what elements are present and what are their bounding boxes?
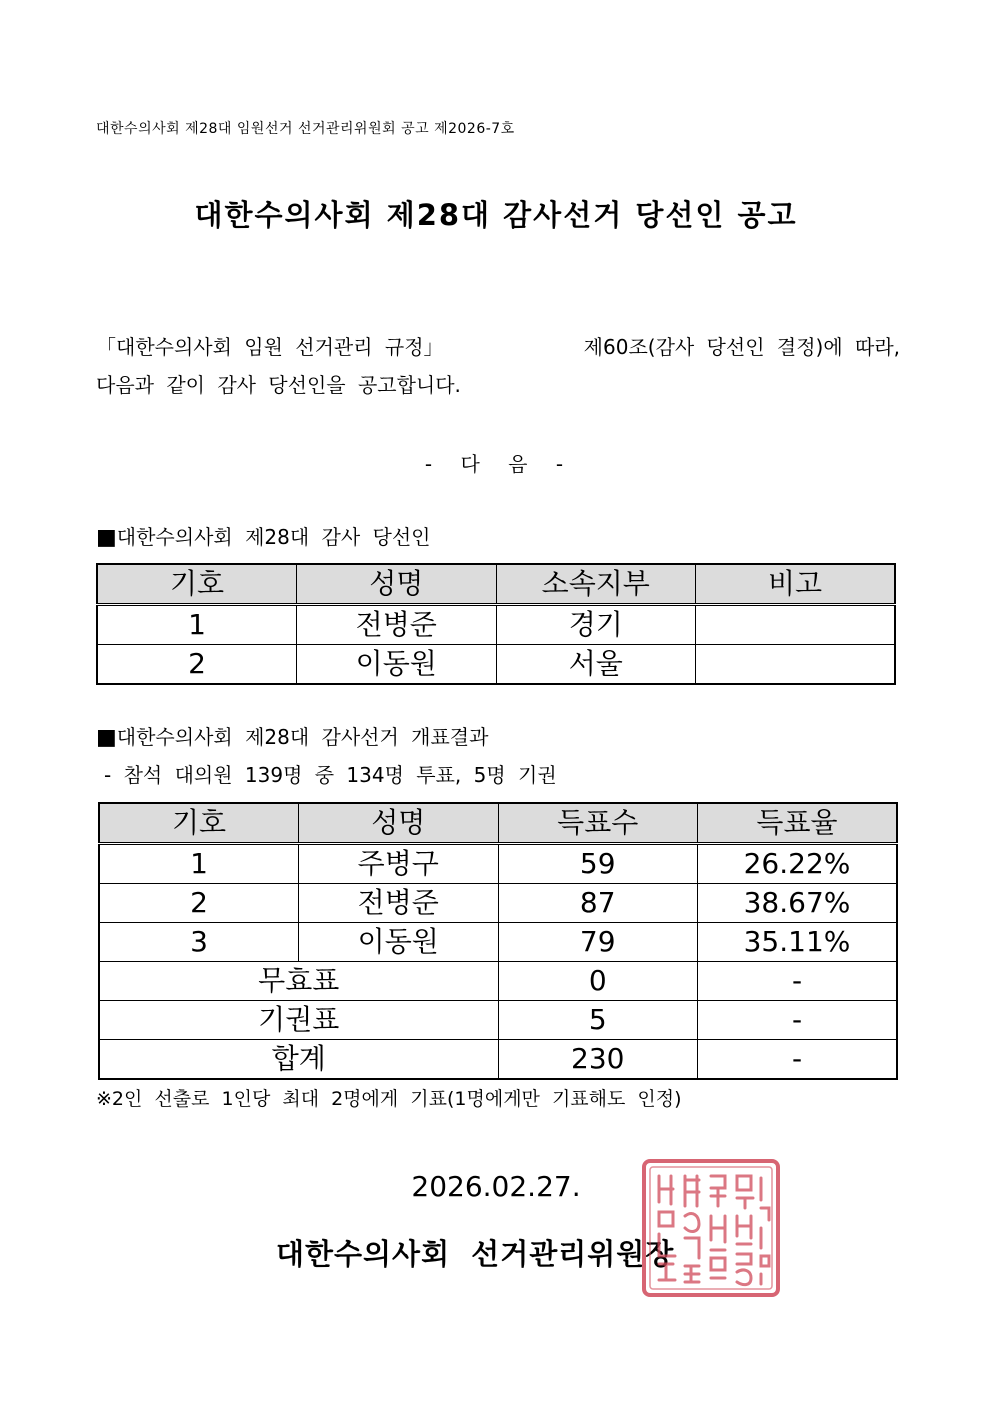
col-header-name: 성명 [299,803,499,844]
regulation-article: 제60조(감사 당선인 결정)에 따라, [583,335,900,359]
footnote: ※2인 선출로 1인당 최대 2명에게 기표(1명에게만 기표해도 인정) [96,1088,682,1110]
winner-number: 1 [97,605,297,645]
invalid-votes-row [99,962,897,1001]
candidate-name: 주병구 [299,844,499,884]
intro-line-1 [96,328,900,366]
summary-label: 합계 [99,1040,498,1080]
winner-remarks [696,645,896,685]
candidate-name: 이동원 [299,923,499,962]
table-row [97,645,895,685]
col-header-branch: 소속지부 [496,564,696,605]
intro-paragraph [96,328,900,404]
winners-heading [96,521,430,550]
table-row [97,605,895,645]
summary-share: - [698,1040,898,1080]
notice-number: 대한수의사회 제28대 임원선거 선거관리위원회 공고 제2026-7호 [96,121,515,137]
results-table [98,802,898,1080]
turnout-line: - 참석 대의원 139명 중 134명 투표, 5명 기권 [104,763,557,787]
winner-name: 이동원 [297,645,497,685]
total-row [99,1040,897,1080]
square-bullet-icon: ■ [96,725,117,750]
results-heading [96,721,488,750]
candidate-vote-share: 35.11% [698,923,898,962]
summary-label: 기권표 [99,1001,498,1040]
candidate-votes: 79 [498,923,698,962]
candidate-number: 2 [99,884,299,923]
winner-remarks [696,605,896,645]
candidate-votes: 59 [498,844,698,884]
candidate-number: 3 [99,923,299,962]
candidate-vote-share: 38.67% [698,884,898,923]
winner-number: 2 [97,645,297,685]
table-row [99,844,897,884]
col-header-number: 기호 [97,564,297,605]
table-row [99,923,897,962]
winner-branch: 경기 [496,605,696,645]
abstention-row [99,1001,897,1040]
col-header-vote-share: 득표율 [698,803,898,844]
issuer-title: 대한수의사회 선거관리위원장 [276,1237,675,1271]
table-row [99,884,897,923]
regulation-name: 「대한수의사회 임원 선거관리 규정」 [96,335,444,359]
results-heading-text: 대한수의사회 제28대 감사선거 개표결과 [116,725,489,749]
summary-votes: 0 [498,962,698,1001]
winners-header-row [97,564,895,605]
results-header-row [99,803,897,844]
candidate-name: 전병준 [299,884,499,923]
summary-label: 무효표 [99,962,498,1001]
summary-share: - [698,1001,898,1040]
winners-heading-text: 대한수의사회 제28대 감사 당선인 [116,525,431,549]
winner-branch: 서울 [496,645,696,685]
candidate-votes: 87 [498,884,698,923]
winners-table [96,563,896,685]
col-header-name: 성명 [297,564,497,605]
summary-share: - [698,962,898,1001]
col-header-votes: 득표수 [498,803,698,844]
candidate-number: 1 [99,844,299,884]
summary-votes: 230 [498,1040,698,1080]
official-seal-icon [641,1158,781,1298]
intro-line-2: 다음과 같이 감사 당선인을 공고합니다. [96,373,461,397]
candidate-vote-share: 26.22% [698,844,898,884]
announcement-date: 2026.02.27. [411,1170,581,1203]
page-title: 대한수의사회 제28대 감사선거 당선인 공고 [194,198,798,232]
winner-name: 전병준 [297,605,497,645]
square-bullet-icon: ■ [96,525,117,550]
col-header-remarks: 비고 [696,564,896,605]
summary-votes: 5 [498,1001,698,1040]
daeum-divider: - 다 음 - [424,452,568,476]
col-header-number: 기호 [99,803,299,844]
